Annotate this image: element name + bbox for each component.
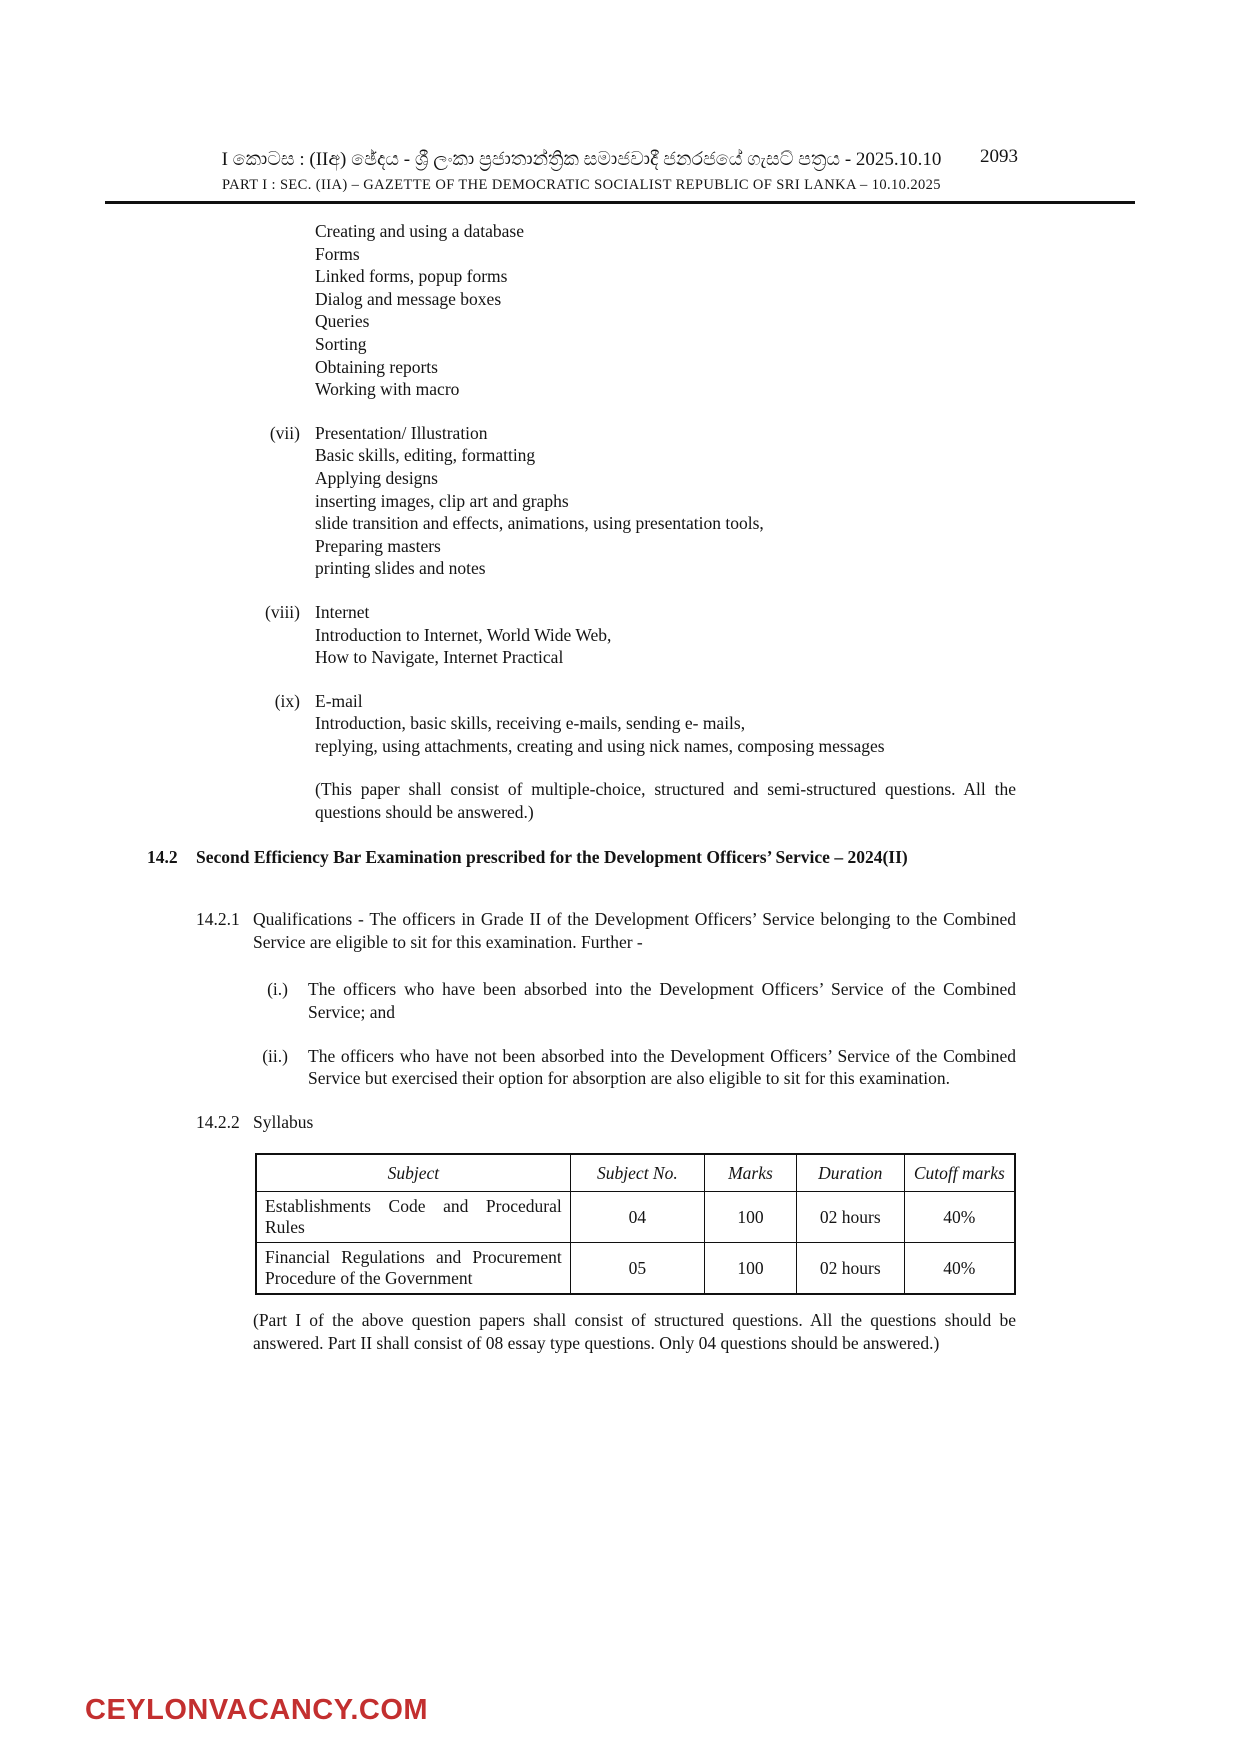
syllabus-line: Working with macro (315, 379, 460, 400)
cell-cutoff: 40% (904, 1243, 1015, 1295)
syllabus-line: replying, using attachments, creating and using nick names, composing messages (315, 735, 885, 756)
item-text: The officers who have not been absorbed into the Development Officers’ Service of the Combined Service but exercised their option for absorption are also eligible to sit for this examination. (308, 1045, 1016, 1089)
watermark-text: CEYLONVACANCY.COM (85, 1694, 429, 1726)
header-rule (105, 201, 1135, 204)
syllabus-line: inserting images, clip art and graphs (315, 490, 569, 511)
section-number: 14.2.2 (196, 1111, 240, 1132)
cell-subject-no: 05 (570, 1243, 704, 1295)
column-header-subject-no: Subject No. (570, 1154, 704, 1192)
syllabus-line: Obtaining reports (315, 356, 438, 377)
page-number: 2093 (980, 146, 1018, 167)
syllabus-line: printing slides and notes (315, 558, 486, 579)
cell-duration: 02 hours (796, 1243, 904, 1295)
syllabus-line: Presentation/ Illustration (315, 422, 488, 443)
syllabus-line: Preparing masters (315, 535, 441, 556)
item-label: (ii.) (262, 1045, 288, 1066)
table-row (256, 1192, 1015, 1243)
syllabus-line: E-mail (315, 690, 363, 711)
cell-subject-no: 04 (570, 1192, 704, 1243)
cell-subject: Establishments Code and Procedural Rules (256, 1192, 570, 1243)
syllabus-group-presentation (147, 422, 1016, 580)
cell-marks: 100 (705, 1192, 797, 1243)
column-header-cutoff: Cutoff marks (904, 1154, 1015, 1192)
syllabus-group-label: (viii) (265, 601, 300, 622)
section-title: Second Efficiency Bar Examination prescribed for the Development Officers’ Service – 2024(II) (196, 846, 908, 867)
section-14-2-2 (196, 1111, 1016, 1134)
syllabus-line: Introduction to Internet, World Wide Web, (315, 624, 612, 645)
gazette-title-english: PART I : SEC. (IIA) – GAZETTE OF THE DEMOCRATIC SOCIALIST REPUBLIC OF SRI LANKA – 10.10.2025 (222, 177, 941, 193)
syllabus-line: Internet (315, 601, 370, 622)
syllabus-line: Sorting (315, 333, 367, 354)
syllabus-table (255, 1153, 1016, 1295)
item-label: (i.) (267, 979, 288, 1000)
table-row (256, 1243, 1015, 1295)
syllabus-line: Forms (315, 243, 360, 264)
syllabus-group-database (147, 220, 1016, 401)
section-heading-14-2 (147, 846, 1016, 869)
qualification-item (196, 1045, 1016, 1090)
table-note: (Part I of the above question papers shall consist of structured questions. All the questions should be answered. Part II shall consist of 08 essay type questions. Only 04 questions should be answered.) (253, 1310, 1016, 1353)
paper-note: (This paper shall consist of multiple-choice, structured and semi-structured questions. All the questions should be answered.) (315, 779, 1016, 823)
syllabus-line: Dialog and message boxes (315, 288, 502, 309)
syllabus-line: Applying designs (315, 467, 438, 488)
syllabus-group-label: (vii) (269, 422, 300, 443)
section-title: Syllabus (253, 1111, 314, 1132)
document-body (147, 220, 1016, 1377)
syllabus-line: How to Navigate, Internet Practical (315, 647, 564, 668)
section-number: 14.2.1 (196, 909, 240, 930)
section-number: 14.2 (147, 846, 178, 867)
syllabus-group-label: (ix) (274, 690, 300, 711)
column-header-marks: Marks (705, 1154, 797, 1192)
qualifications-text: Qualifications - The officers in Grade II of the Development Officers’ Service belonging to the Combined Service are eligible to sit for this examination. Further - (253, 909, 1016, 952)
cell-cutoff: 40% (904, 1192, 1015, 1243)
syllabus-line: Introduction, basic skills, receiving e-mails, sending e- mails, (315, 713, 746, 734)
cell-subject: Financial Regulations and Procurement Procedure of the Government (256, 1243, 570, 1295)
cell-duration: 02 hours (796, 1192, 904, 1243)
table-header-row (256, 1154, 1015, 1192)
item-text: The officers who have been absorbed into the Development Officers’ Service of the Combined Service; and (308, 979, 1016, 1023)
gazette-title-sinhala: I කොටස : (IIඅ) ඡේදය - ශ්‍රී ලංකා ප්‍රජාතාන්ත්‍රික සමාජවාදී ජනරජයේ ගැසට් පත්‍රය - 2025.10.10 (221, 149, 942, 170)
cell-marks: 100 (705, 1243, 797, 1295)
column-header-duration: Duration (796, 1154, 904, 1192)
syllabus-line: Creating and using a database (315, 221, 524, 241)
section-14-2-1 (196, 908, 1016, 953)
syllabus-group-internet (147, 601, 1016, 669)
syllabus-group-email (147, 690, 1016, 758)
syllabus-group-label (147, 220, 315, 401)
syllabus-line: Linked forms, popup forms (315, 266, 508, 287)
syllabus-line: Basic skills, editing, formatting (315, 445, 536, 466)
syllabus-line: slide transition and effects, animations, using presentation tools, (315, 513, 764, 534)
syllabus-line: Queries (315, 311, 370, 332)
qualification-item (196, 978, 1016, 1023)
page-header (147, 148, 1016, 194)
column-header-subject: Subject (256, 1154, 570, 1192)
